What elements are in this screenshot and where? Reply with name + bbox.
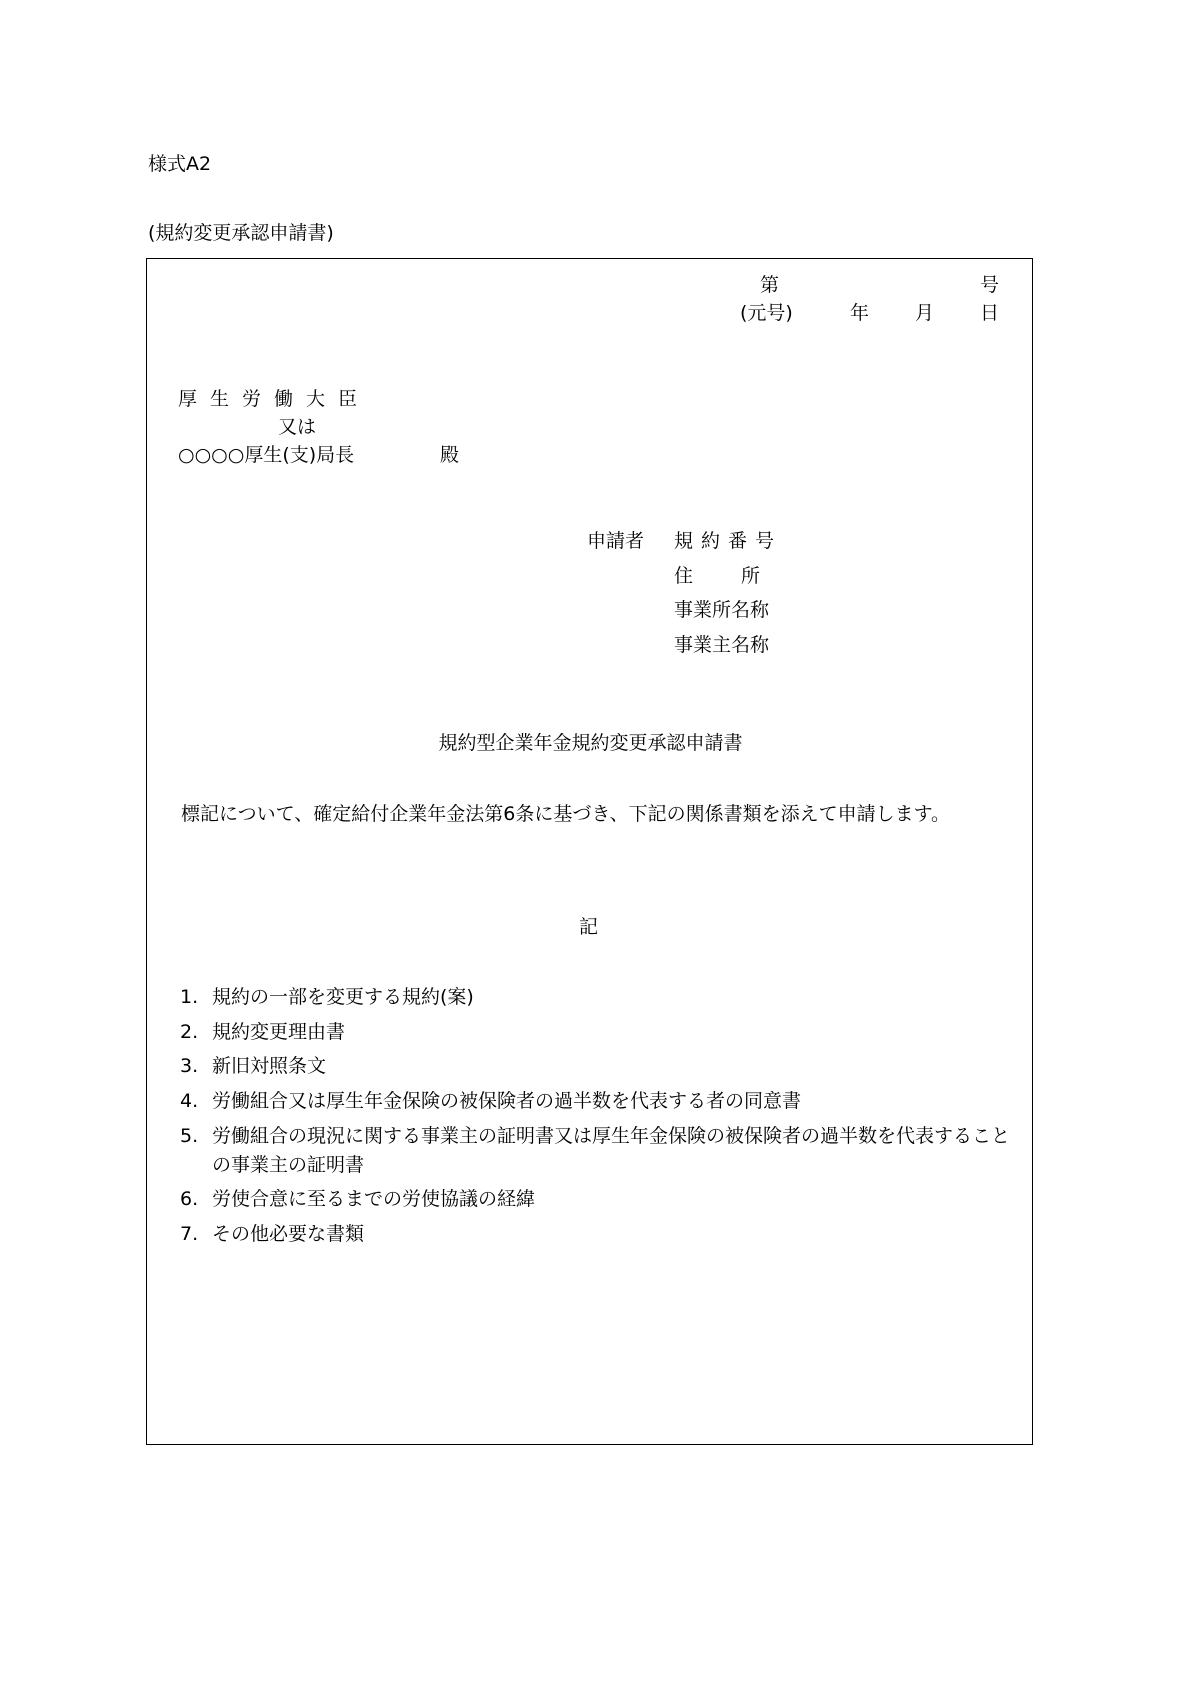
list-item-number: 2.: [180, 1021, 199, 1043]
applicant-field-office: 事業所名称: [674, 599, 770, 621]
list-item-text: その他必要な書類: [212, 1223, 365, 1245]
list-item-text: 労働組合又は厚生年金保険の被保険者の過半数を代表する者の同意書: [212, 1090, 802, 1112]
list-item-number: 6.: [180, 1188, 199, 1210]
list-item-text: 新旧対照条文: [212, 1055, 327, 1077]
list-item-text: 規約変更理由書: [212, 1021, 346, 1043]
list-item-text: 労働組合の現況に関する事業主の証明書又は厚生年金保険の被保険者の過半数を代表することの事業主の証明書: [212, 1125, 1011, 1176]
list-item: [180, 1052, 1026, 1081]
list-item: [180, 983, 1026, 1012]
applicant-field-employer: 事業主名称: [674, 634, 770, 656]
list-item-number: 1.: [180, 986, 199, 1008]
number-suffix: 号: [980, 274, 1000, 296]
list-item: [180, 1220, 1026, 1249]
list-item-number: 5.: [180, 1125, 199, 1147]
addressee-minister: 厚生労働大臣: [178, 388, 371, 410]
era-label: (元号): [740, 302, 793, 324]
month-label: 月: [915, 302, 935, 324]
ki-heading: 記: [579, 916, 599, 938]
addressee-or: 又は: [278, 416, 317, 438]
list-item-text: 規約の一部を変更する規約(案): [212, 986, 474, 1008]
list-item: [180, 1087, 1026, 1116]
list-item-number: 4.: [180, 1090, 199, 1112]
document-body: 標記について、確定給付企業年金法第6条に基づき、下記の関係書類を添えて申請します。: [181, 803, 951, 825]
applicant-label: 申請者: [587, 530, 645, 552]
list-item-number: 3.: [180, 1055, 199, 1077]
day-label: 日: [980, 302, 1000, 324]
list-item: [180, 1018, 1026, 1047]
addressee-honorific: 殿: [440, 444, 460, 466]
year-label: 年: [850, 302, 870, 324]
form-number: 様式A2: [148, 153, 212, 175]
addressee-bureau: ○○○○厚生(支)局長: [178, 444, 355, 466]
applicant-field-number: 規約番号: [674, 530, 783, 552]
list-item: [180, 1185, 1026, 1214]
list-item-text: 労使合意に至るまでの労使協議の経緯: [212, 1188, 536, 1210]
document-title: 規約型企業年金規約変更承認申請書: [438, 732, 743, 754]
list-item: [180, 1122, 1026, 1180]
form-title: (規約変更承認申請書): [148, 222, 334, 244]
number-prefix: 第: [760, 274, 780, 296]
applicant-field-address: 住所: [674, 565, 809, 587]
list-item-number: 7.: [180, 1223, 199, 1245]
